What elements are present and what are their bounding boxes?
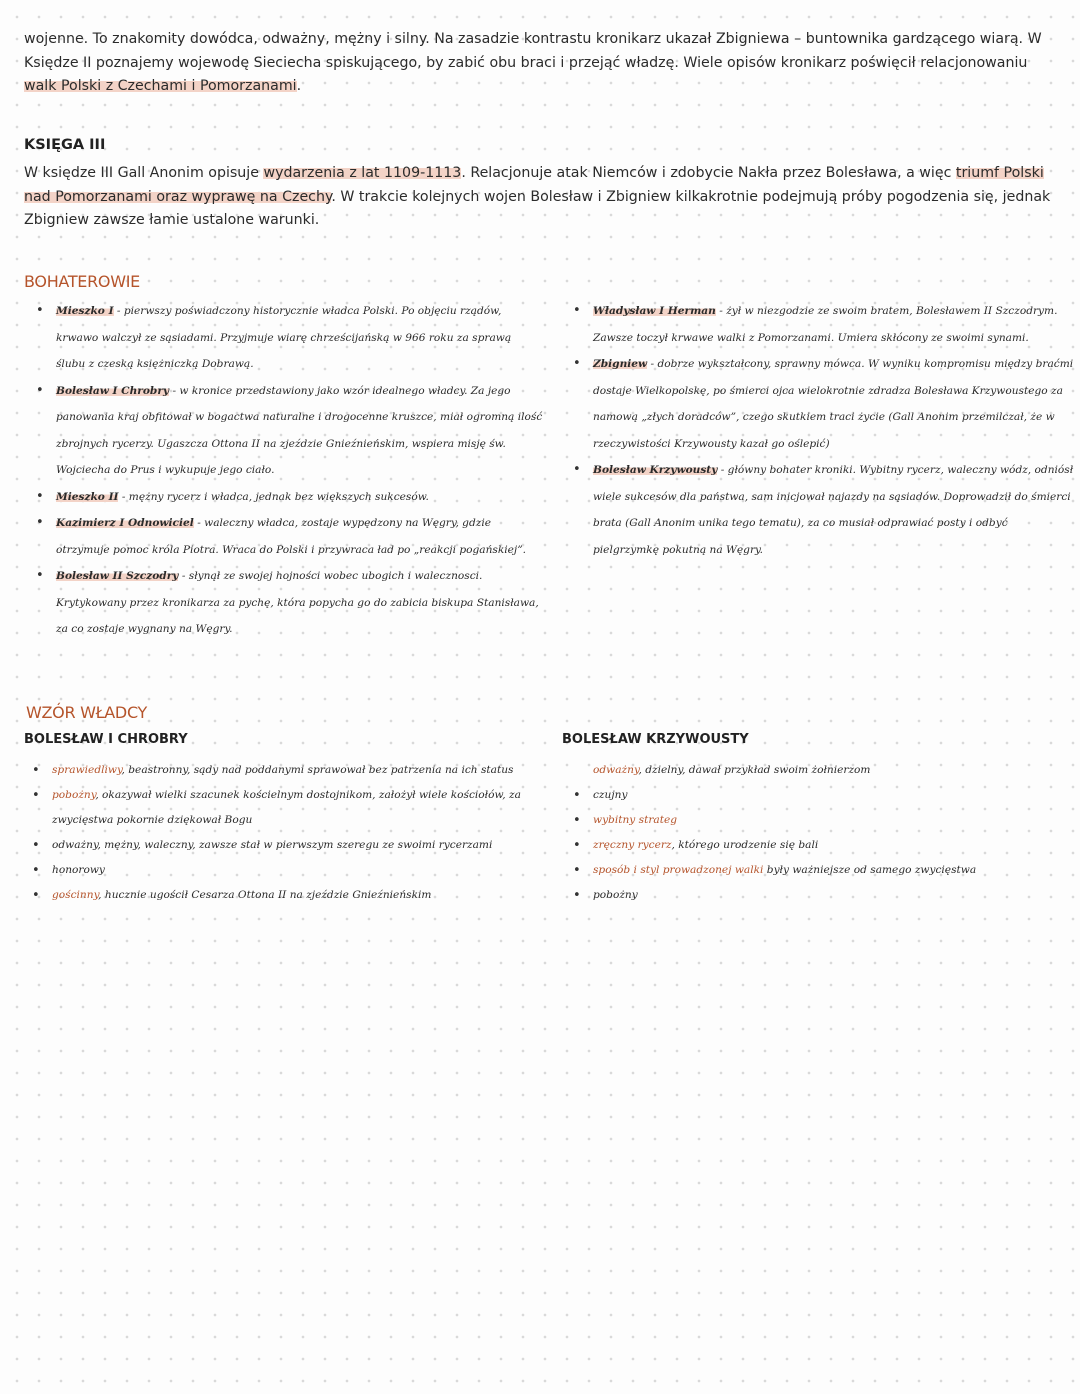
intro-text-end: .: [296, 78, 302, 94]
hero-text: - w kronice przedstawiony jako wzór idealnego władcy. Za jego panowania kraj obfitował w bogactwa naturalne i drogocenne kruszce, miał ogromną ilość zbrojnych rycerzy. Ugaszcza Ottona II na zjeździe Gnieźnieńskim, wspiera misję św. Wojciecha do Prus i wykupuje jego ciało.: [56, 384, 543, 476]
list-item: [28, 298, 543, 378]
trait-text: , dzielny, dawał przykład swoim żołnierzom: [638, 764, 871, 776]
chrobry-title: BOLESŁAW I CHROBRY: [24, 732, 188, 747]
trait-text: honorowy: [52, 864, 105, 876]
krzywousty-title: BOLESŁAW KRZYWOUSTY: [562, 732, 749, 747]
ruler-title: WZÓR WŁADCY: [26, 703, 148, 722]
heroes-title: BOHATEROWIE: [24, 272, 140, 291]
list-item: [565, 457, 1075, 563]
hero-text: - główny bohater kroniki. Wybitny rycerz, waleczny wódz, odniósł wiele sukcesów dla państwa, sam inicjował najazdy na sąsiadów. Doprowadził do śmierci brata (Gall Anonim unika tego tematu), za co musiał odprawiać posty i odbyć pielgrzymkę pokutną na Węgry.: [593, 464, 1074, 556]
trait-text: , okazywał wielki szacunek kościelnym dostojnikom, założył wiele kościołów, za zwycięstwa pokornie dziękował Bogu: [52, 789, 521, 826]
krzywousty-list: [565, 758, 1070, 908]
trait-accent: odważny: [593, 764, 639, 776]
heroes-right-list: [565, 298, 1075, 563]
list-item: [28, 484, 543, 511]
intro-highlight: walk Polski z Czechami i Pomorzanami: [24, 78, 297, 94]
book3-text-1: W księdze III Gall Anonim opisuje: [24, 165, 264, 181]
trait-accent: zręczny rycerz: [593, 839, 672, 851]
book3-text-3: . W trakcie kolejnych wojen Bolesław i Zbigniew kilkakrotnie podejmują próby pogodzenia się, jednak Zbigniew zawsze łamie ustalone warunki.: [24, 188, 1051, 228]
list-item: [565, 858, 1070, 883]
heroes-left-list: [28, 298, 543, 643]
list-item: [28, 563, 543, 643]
list-item: [565, 833, 1070, 858]
trait-text: , którego urodzenie się bali: [671, 839, 819, 851]
book3-highlight-1: wydarzenia z lat 1109-1113: [263, 165, 462, 181]
hero-name: Kazimierz I Odnowiciel: [56, 517, 194, 529]
hero-name: Bolesław Krzywousty: [593, 464, 718, 476]
list-item: [565, 808, 1070, 833]
list-item: [565, 758, 1070, 783]
hero-text: - żył w niezgodzie ze swoim bratem, Bolesławem II Szczodrym. Zawsze toczył krwawe walki z Pomorzanami. Umiera skłócony ze swoimi synami.: [593, 305, 1058, 344]
hero-name: Mieszko I: [56, 305, 114, 317]
trait-accent: wybitny strateg: [593, 814, 678, 826]
intro-text: wojenne. To znakomity dowódca, odważny, mężny i silny. Na zasadzie kontrastu kronikarz ukazał Zbigniewa – buntownika gardzącego wiarą. W Księdze II poznajemy wojewodę Sieciecha spiskującego, by zabić obu braci i przejąć władzę. Wiele opisów kronikarz poświęcił relacjonowaniu: [24, 31, 1042, 71]
book3-text-2: . Relacjonuje atak Niemców i zdobycie Nakła przez Bolesława, a więc: [461, 165, 956, 181]
hero-name: Zbigniew: [593, 358, 648, 370]
list-item: [565, 298, 1075, 351]
trait-text: odważny, mężny, waleczny, zawsze stał w pierwszym szeregu ze swoimi rycerzami: [52, 839, 493, 851]
trait-accent: sprawiedliwy: [52, 764, 122, 776]
hero-text: - słynął ze swojej hojności wobec ubogich i walecznosci. Krytykowany przez kronikarza za pychę, która popycha go do zabicia biskupa Stanisława, za co zostaje wygnany na Węgry.: [56, 570, 539, 635]
hero-name: Mieszko II: [56, 490, 119, 503]
hero-text: - waleczny władca, zostaje wypędzony na Węgry, gdzie otrzymuje pomoc króla Piotra. Wraca do Polski i przywraca ład po „reakcji pogańskiej”.: [56, 517, 526, 556]
list-item: [24, 833, 544, 858]
trait-accent: gościnny: [52, 889, 99, 901]
book3-paragraph: [24, 162, 1054, 233]
list-item: [28, 378, 543, 484]
hero-text: - mężny rycerz i władca, jednak bez większych sukcesów.: [121, 490, 429, 503]
book3-heading: KSIĘGA III: [24, 137, 106, 153]
hero-text: - pierwszy poświadczony historycznie władca Polski. Po objęciu rządów, krwawo walczył ze sąsiadami. Przyjmuje wiarę chrześcijańską w 966 roku za sprawą ślubu z czeską księżniczką Dobrawą.: [56, 305, 512, 370]
hero-name: Władysław I Herman: [593, 305, 716, 317]
hero-text: - dobrze wykształcony, sprawny mówca. W wyniku kompromisu między braćmi dostaje Wielkopolskę, po śmierci ojca wielokrotnie zdradza Bolesława Krzywoustego za namową „złych doradców”, czego skutkiem traci życie (Gall Anonim przemilczał, że w rzeczywistości Krzywousty kazał go oślepić): [593, 358, 1074, 450]
trait-text: , hucznie ugościł Cesarza Ottona II na zjeździe Gnieźnieńskim: [98, 889, 432, 901]
trait-text: , beastronny, sądy nad poddanymi sprawował bez patrzenia na ich status: [121, 764, 514, 776]
list-item: [24, 758, 544, 783]
book3-highlight-2: triumf Polski nad Pomorzanami oraz wyprawę na Czechy: [24, 165, 1044, 205]
trait-text: czujny: [593, 789, 628, 801]
trait-text: były ważniejsze od samego zwycięstwa: [763, 864, 977, 876]
list-item: [565, 883, 1070, 908]
hero-name: Bolesław II Szczodry: [56, 570, 179, 582]
trait-accent: pobożny: [52, 789, 96, 801]
list-item: [565, 351, 1075, 457]
list-item: [24, 858, 544, 883]
trait-text: pobożny: [593, 889, 638, 901]
list-item: [565, 783, 1070, 808]
trait-accent: sposób i styl prowadzonej walki: [593, 864, 764, 876]
chrobry-list: [24, 758, 544, 908]
intro-paragraph: [24, 28, 1054, 99]
list-item: [24, 883, 544, 908]
list-item: [28, 510, 543, 563]
hero-name: Bolesław I Chrobry: [56, 384, 170, 397]
list-item: [24, 783, 544, 833]
